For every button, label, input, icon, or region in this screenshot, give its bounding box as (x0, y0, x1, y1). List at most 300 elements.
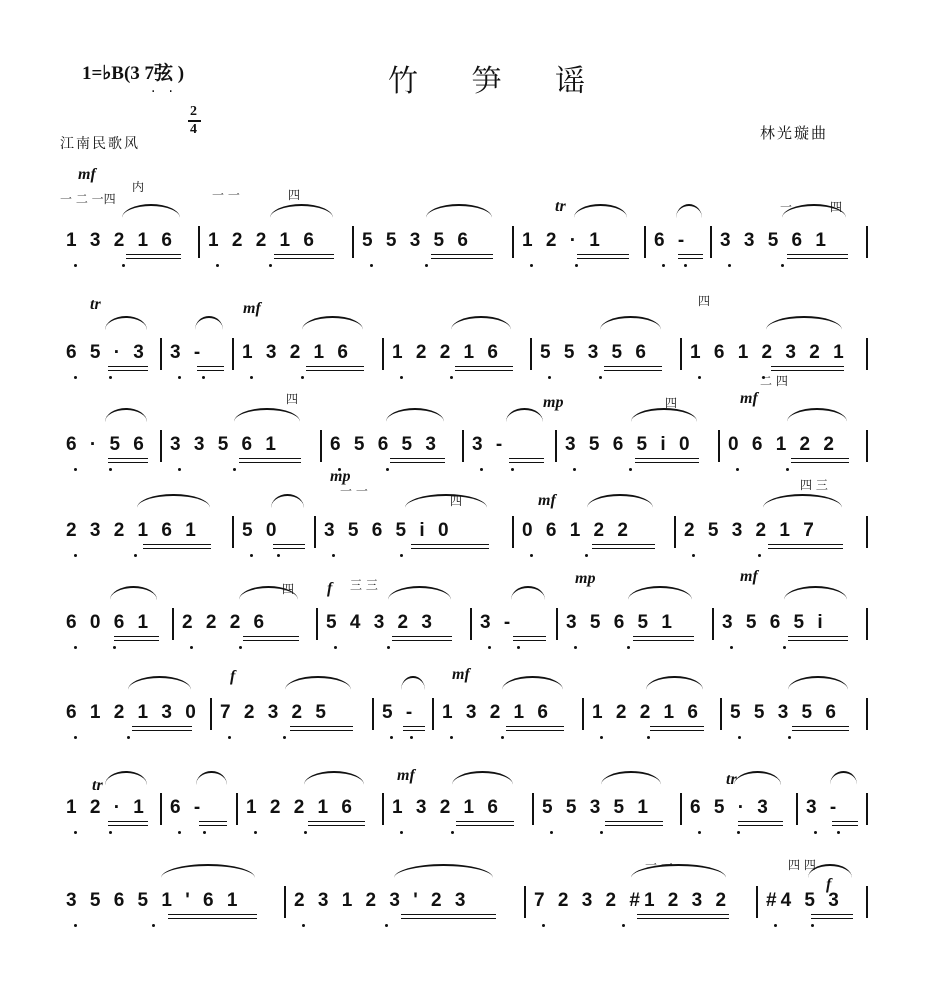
measure-notes: 3 - (480, 612, 515, 633)
barline (866, 516, 868, 548)
octave-dot (599, 376, 602, 379)
barline (382, 793, 384, 825)
slur-mark (763, 494, 842, 508)
beam-underline (390, 462, 445, 463)
octave-dot (216, 264, 219, 267)
octave-dot (152, 924, 155, 927)
score-system (0, 838, 928, 928)
beam-underline (788, 640, 848, 641)
fingering-mark: 四 (665, 396, 678, 410)
beam-underline (168, 918, 258, 919)
octave-dot (811, 924, 814, 927)
dynamic-mark: tr (555, 198, 566, 215)
barline (866, 698, 868, 730)
beam-underline (108, 370, 148, 371)
fingering-mark: 三 三 (350, 578, 378, 592)
slur-mark (401, 676, 425, 690)
piece-title: 竹 笋 谣 (388, 64, 608, 99)
fingering-mark: 四 三 (800, 478, 828, 492)
measure-notes: 5 5 3 5 6 (540, 342, 650, 363)
beam-underline (832, 825, 858, 826)
score-system (0, 374, 928, 472)
measure-notes: 1 2 · 1 (66, 797, 148, 818)
beam-underline (290, 730, 353, 731)
beam-underline (791, 462, 849, 463)
beam-underline (239, 458, 301, 459)
measure-notes: #4 5 3 (766, 890, 843, 911)
time-signature-denominator: 4 (190, 122, 197, 137)
beam-underline (637, 918, 728, 919)
octave-dot (202, 376, 205, 379)
octave-dot (283, 736, 286, 739)
octave-dot (250, 376, 253, 379)
score-system (0, 166, 928, 268)
beam-underline (771, 366, 844, 367)
barline (232, 516, 234, 548)
octave-dot (788, 736, 791, 739)
measure-notes: 1 2 2 1 6 (246, 797, 356, 818)
octave-dot (684, 264, 687, 267)
octave-dot (277, 554, 280, 557)
dynamic-mark: mp (575, 570, 596, 587)
octave-dot (730, 646, 733, 649)
beam-underline (143, 548, 212, 549)
fingering-mark: 四 (830, 200, 843, 214)
beam-underline (456, 825, 514, 826)
beam-underline (768, 544, 843, 545)
fingering-mark: 四 (282, 582, 295, 596)
beam-underline (787, 258, 848, 259)
measure-notes: 6 1 2 1 3 0 (66, 702, 200, 723)
octave-dot (109, 831, 112, 834)
beam-underline (513, 636, 546, 637)
measure-notes: 2 3 1 2 3 ' 2 3 (294, 890, 470, 911)
fingering-mark: 二 四 (760, 374, 788, 388)
dynamic-mark: tr (90, 296, 101, 313)
measure-notes: 6 5 6 5 3 (330, 434, 440, 455)
barline (470, 608, 472, 640)
beam-underline (308, 821, 365, 822)
beam-underline (811, 914, 853, 915)
slur-mark (388, 586, 451, 600)
slur-mark (766, 316, 842, 330)
fingering-mark: 四 四 (788, 858, 816, 872)
dynamic-mark: mf (740, 568, 758, 585)
octave-dot (548, 376, 551, 379)
measure-notes: 0 6 1 2 2 (728, 434, 838, 455)
barline (320, 430, 322, 462)
octave-dot (517, 646, 520, 649)
octave-dot (530, 554, 533, 557)
beam-underline (506, 730, 564, 731)
slur-mark (161, 864, 255, 878)
beam-underline (392, 636, 452, 637)
barline (530, 338, 532, 370)
beam-underline (650, 730, 704, 731)
barline (720, 698, 722, 730)
barline (236, 793, 238, 825)
beam-underline (401, 914, 495, 915)
beam-underline (132, 726, 192, 727)
beam-underline (243, 640, 299, 641)
measure-notes: 1 2 2 1 6 (592, 702, 702, 723)
dynamic-mark: f (327, 580, 333, 597)
barline (172, 608, 174, 640)
beam-underline (411, 548, 489, 549)
beam-underline (792, 730, 849, 731)
beam-underline (274, 258, 334, 259)
beam-underline (108, 366, 148, 367)
beam-underline (456, 821, 514, 822)
measure-notes: 2 2 2 6 (182, 612, 269, 633)
slur-mark (788, 676, 848, 690)
barline (512, 226, 514, 258)
octave-dot (451, 831, 454, 834)
octave-dot (122, 264, 125, 267)
dynamic-mark: mp (330, 468, 351, 485)
beam-underline (132, 730, 192, 731)
measure-notes: 2 3 2 1 6 1 (66, 520, 200, 541)
beam-underline (791, 458, 849, 459)
beam-underline (604, 366, 662, 367)
barline (462, 430, 464, 462)
octave-dot (737, 831, 740, 834)
barline (796, 793, 798, 825)
barline (314, 516, 316, 548)
measure-notes: 3 - (806, 797, 841, 818)
octave-dot (400, 554, 403, 557)
beam-underline (243, 636, 299, 637)
measure-notes: 5 0 (242, 520, 281, 541)
octave-dot (758, 554, 761, 557)
beam-underline (633, 640, 694, 641)
octave-dot (622, 924, 625, 927)
slur-mark (451, 316, 511, 330)
octave-dot (425, 264, 428, 267)
measure-notes: 3 - (472, 434, 507, 455)
measure-notes: 6 - (170, 797, 205, 818)
slur-mark (502, 676, 563, 690)
octave-dot (837, 831, 840, 834)
beam-underline (605, 821, 663, 822)
beam-underline (509, 458, 545, 459)
beam-underline (114, 640, 159, 641)
octave-dot (783, 646, 786, 649)
measure-notes: 5 5 3 5 6 (730, 702, 840, 723)
barline (382, 338, 384, 370)
octave-dot (450, 736, 453, 739)
barline (160, 338, 162, 370)
beam-underline (455, 370, 513, 371)
beam-underline (290, 726, 353, 727)
barline (582, 698, 584, 730)
fingering-mark: 内 (132, 180, 145, 194)
barline (680, 338, 682, 370)
measure-notes: 1 6 1 2 3 2 1 (690, 342, 848, 363)
fingering-mark: 一 (780, 200, 793, 214)
beam-underline (787, 254, 848, 255)
measure-notes: 5 5 3 5 6 (362, 230, 472, 251)
octave-dot (387, 646, 390, 649)
barline (160, 430, 162, 462)
dynamic-mark: mf (243, 300, 261, 317)
beam-underline (650, 726, 704, 727)
octave-dot (269, 264, 272, 267)
octave-dot (662, 264, 665, 267)
octave-dot (74, 264, 77, 267)
octave-dot (254, 831, 257, 834)
barline (512, 516, 514, 548)
slur-mark (302, 316, 363, 330)
slur-mark (386, 408, 444, 422)
beam-underline (577, 258, 628, 259)
beam-underline (403, 726, 425, 727)
octave-dot (74, 831, 77, 834)
beam-underline (108, 462, 148, 463)
slur-mark (628, 586, 692, 600)
barline (232, 338, 234, 370)
measure-notes: 5 - (382, 702, 417, 723)
barline (710, 226, 712, 258)
barline (198, 226, 200, 258)
barline (556, 608, 558, 640)
slur-mark (631, 408, 698, 422)
beam-underline (392, 640, 452, 641)
beam-underline (811, 918, 853, 919)
barline (532, 793, 534, 825)
beam-underline (635, 462, 699, 463)
beam-underline (199, 825, 228, 826)
dynamic-mark: f (826, 876, 832, 893)
beam-underline (168, 914, 258, 915)
octave-dot (600, 736, 603, 739)
measure-notes: 6 - (654, 230, 689, 251)
barline (866, 608, 868, 640)
beam-underline (792, 726, 849, 727)
barline (866, 430, 868, 462)
slur-mark (270, 204, 333, 218)
slur-mark (574, 204, 628, 218)
slur-mark (646, 676, 702, 690)
key-signature: 1=♭B(3 7弦 ) (82, 63, 185, 84)
octave-dot (370, 264, 373, 267)
beam-underline (239, 462, 301, 463)
measure-notes: 3 5 6 5 i 0 (565, 434, 694, 455)
barline (866, 793, 868, 825)
fingering-mark: 四 (286, 392, 299, 406)
beam-underline (738, 825, 783, 826)
octave-dot (450, 376, 453, 379)
barline (756, 886, 758, 918)
barline (210, 698, 212, 730)
octave-dot (390, 736, 393, 739)
octave-dot (728, 264, 731, 267)
beam-underline (832, 821, 858, 822)
octave-dot (190, 646, 193, 649)
beam-underline (108, 825, 148, 826)
measure-notes: 3 5 6 5 1 ' 6 1 (66, 890, 242, 911)
octave-dot (239, 646, 242, 649)
fingering-mark: 四 (288, 188, 301, 202)
barline (680, 793, 682, 825)
measure-notes: 3 5 6 5 1 (566, 612, 676, 633)
octave-dot (542, 924, 545, 927)
octave-dot (647, 736, 650, 739)
measure-notes: 3 3 5 6 1 (720, 230, 830, 251)
beam-underline (513, 640, 546, 641)
measure-notes: 3 5 6 5 i (722, 612, 827, 633)
fingering-mark: 一 二 一四 (60, 192, 116, 206)
fingering-mark: 一 一 (645, 858, 673, 872)
measure-notes: 1 3 2 1 6 (242, 342, 352, 363)
beam-underline (199, 821, 228, 822)
beam-underline (592, 548, 655, 549)
measure-notes: 7 2 3 2 #1 2 3 2 (534, 890, 731, 911)
octave-dot (301, 376, 304, 379)
beam-underline (592, 544, 655, 545)
octave-dot (178, 831, 181, 834)
octave-dot (400, 831, 403, 834)
dynamic-mark: mf (397, 767, 415, 784)
barline (644, 226, 646, 258)
barline (712, 608, 714, 640)
octave-dot (74, 646, 77, 649)
beam-underline (126, 258, 181, 259)
octave-dot (814, 831, 817, 834)
octave-dot (574, 646, 577, 649)
beam-underline (509, 462, 545, 463)
slur-mark (105, 316, 147, 330)
beam-underline (788, 636, 848, 637)
key-octave-dots: .. (151, 80, 186, 96)
octave-dot (692, 554, 695, 557)
style-label: 江南民歌风 (60, 136, 140, 152)
octave-dot (410, 736, 413, 739)
measure-notes: 2 5 3 2 1 7 (684, 520, 818, 541)
measure-notes: 0 6 1 2 2 (522, 520, 632, 541)
octave-dot (178, 376, 181, 379)
octave-dot (334, 646, 337, 649)
octave-dot (400, 376, 403, 379)
octave-dot (113, 646, 116, 649)
octave-dot (530, 264, 533, 267)
measure-notes: 6 0 6 1 (66, 612, 153, 633)
octave-dot (74, 924, 77, 927)
slur-mark (196, 771, 226, 785)
slur-mark (234, 408, 300, 422)
beam-underline (635, 458, 699, 459)
dynamic-mark: tr (726, 771, 737, 788)
measure-notes: 5 4 3 2 3 (326, 612, 436, 633)
dynamic-mark: mf (78, 166, 96, 183)
time-signature-numerator: 2 (190, 104, 197, 119)
octave-dot (488, 646, 491, 649)
dynamic-mark: f (230, 668, 236, 685)
slur-mark (600, 316, 661, 330)
measure-notes: 1 2 · 1 (522, 230, 604, 251)
dynamic-mark: mf (538, 492, 556, 509)
dynamic-mark: tr (92, 777, 103, 794)
beam-underline (197, 366, 224, 367)
beam-underline (306, 370, 364, 371)
beam-underline (604, 370, 662, 371)
octave-dot (134, 554, 137, 557)
measure-notes: 7 2 3 2 5 (220, 702, 330, 723)
slur-mark (128, 676, 191, 690)
slur-mark (394, 864, 493, 878)
measure-notes: 3 - (170, 342, 205, 363)
beam-underline (126, 254, 181, 255)
barline (316, 608, 318, 640)
slur-mark (122, 204, 180, 218)
beam-underline (678, 258, 703, 259)
score-system (0, 650, 928, 740)
measure-notes: 1 2 2 1 6 (208, 230, 318, 251)
octave-dot (302, 924, 305, 927)
slur-mark (506, 408, 543, 422)
beam-underline (633, 636, 694, 637)
octave-dot (332, 554, 335, 557)
beam-underline (114, 636, 159, 637)
measure-notes: 6 · 5 6 (66, 434, 148, 455)
beam-underline (678, 254, 703, 255)
beam-underline (274, 254, 334, 255)
octave-dot (228, 736, 231, 739)
measure-notes: 1 2 2 1 6 (392, 342, 502, 363)
beam-underline (431, 258, 493, 259)
slur-mark (426, 204, 492, 218)
barline (718, 430, 720, 462)
beam-underline (605, 825, 663, 826)
beam-underline (108, 458, 148, 459)
measure-notes: 5 5 3 5 1 (542, 797, 652, 818)
beam-underline (738, 821, 783, 822)
slur-mark (271, 494, 304, 508)
score-system (0, 745, 928, 835)
octave-dot (74, 554, 77, 557)
octave-dot (781, 264, 784, 267)
slur-mark (784, 586, 847, 600)
slur-mark (285, 676, 351, 690)
beam-underline (431, 254, 493, 255)
slur-mark (787, 408, 847, 422)
octave-dot (585, 554, 588, 557)
score-system (0, 290, 928, 380)
beam-underline (273, 548, 304, 549)
slur-mark (105, 408, 147, 422)
octave-dot (127, 736, 130, 739)
dynamic-mark: mf (740, 390, 758, 407)
barline (674, 516, 676, 548)
measure-notes: 3 3 5 6 1 (170, 434, 280, 455)
score-system (0, 560, 928, 650)
slur-mark (304, 771, 364, 785)
beam-underline (197, 370, 224, 371)
slur-mark (405, 494, 486, 508)
barline (866, 226, 868, 258)
slur-mark (734, 771, 781, 785)
measure-notes: 1 3 2 1 6 (442, 702, 552, 723)
barline (524, 886, 526, 918)
beam-underline (108, 821, 148, 822)
barline (160, 793, 162, 825)
composer-credit: 林光璇曲 (760, 124, 829, 142)
slur-mark (830, 771, 858, 785)
octave-dot (304, 831, 307, 834)
barline (555, 430, 557, 462)
measure-notes: 1 3 2 1 6 (392, 797, 502, 818)
slur-mark (601, 771, 661, 785)
